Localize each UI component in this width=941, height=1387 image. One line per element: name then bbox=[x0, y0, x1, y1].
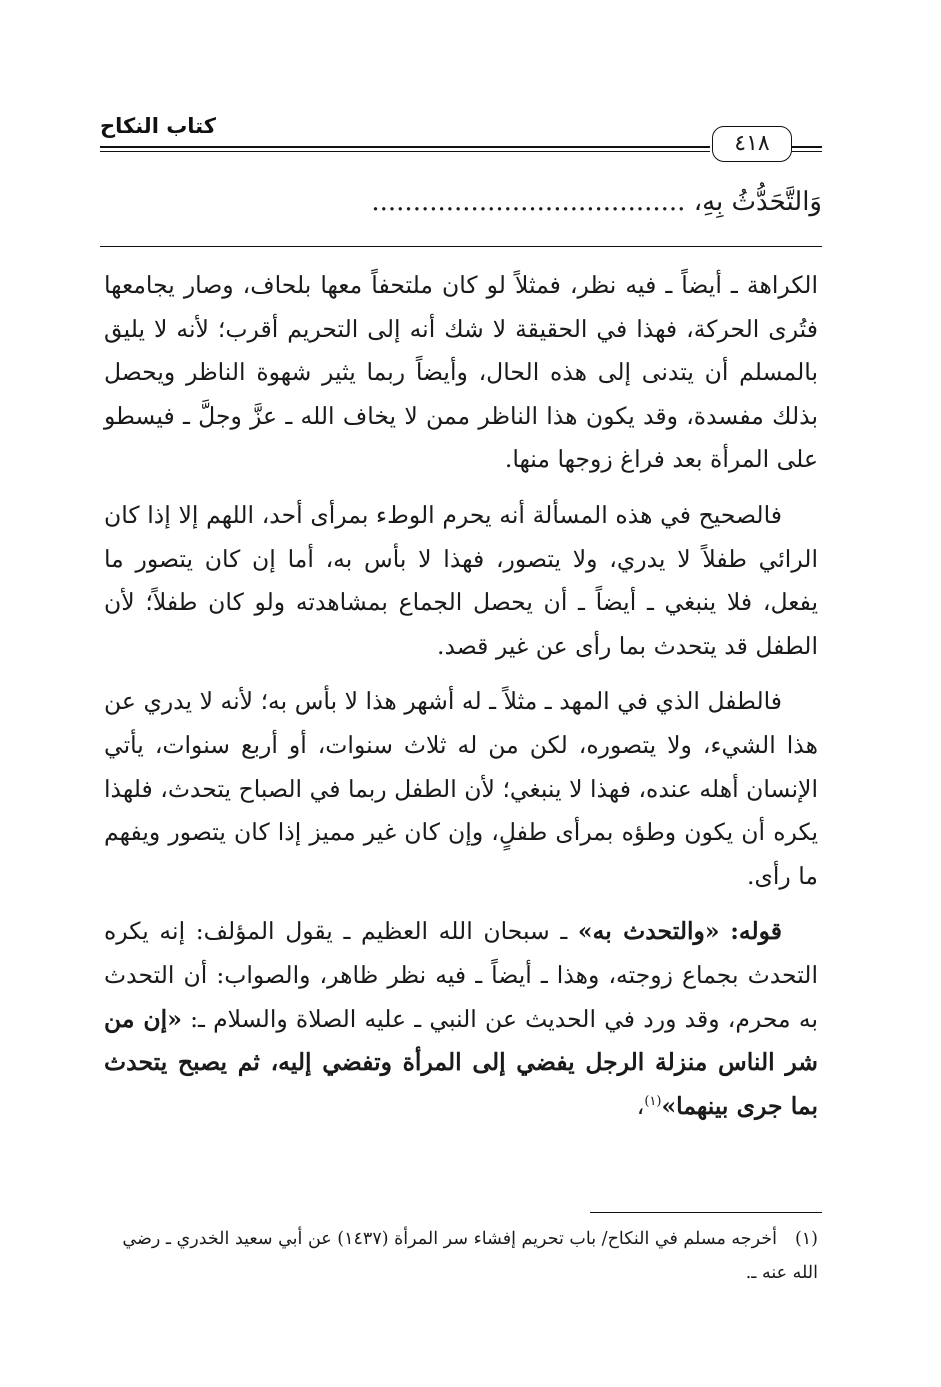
paragraph-4-end: ، bbox=[636, 1091, 645, 1120]
paragraph-1: الكراهة ـ أيضاً ـ فيه نظر، فمثلاً لو كان ملتحفاً معها بلحاف، وصار يجامعها فتُرى الحركة، فهذا في الحقيقة لا شك أنه إلى التحريم أقرب؛ لأنه لا يليق بالمسلم أن يتدنى إلى هذه الحال، وأيضاً ربما يثير شهوة الناظر ويحصل بذلك مفسدة، وقد يكون هذا الناظر ممن لا يخاف الله ـ عزَّ وجلَّ ـ فيسطو على المرأة بعد فراغ زوجها منها. bbox=[104, 271, 818, 474]
footnote-number: (١) bbox=[794, 1229, 818, 1249]
page-header bbox=[100, 112, 822, 162]
commentary-body bbox=[104, 264, 818, 1128]
header-rule-end bbox=[792, 146, 822, 152]
footnotes bbox=[104, 1222, 818, 1290]
qawluhu-label: قوله: bbox=[730, 917, 782, 946]
paragraph-4 bbox=[104, 910, 818, 1128]
header-rule bbox=[100, 146, 710, 152]
matn-dots: ...................................... bbox=[371, 187, 686, 217]
paragraph-2: فالصحيح في هذه المسألة أنه يحرم الوطء بمرأى أحد، اللهم إلا إذا كان الرائي طفلاً لا يدري، ولا يتصور، فهذا لا بأس به، أما إن كان يتصور ما يفعل، فلا ينبغي ـ أيضاً ـ أن يحصل الجماع بمشاهدته ولو كان طفلاً؛ لأن الطفل قد يتحدث بما رأى عن غير قصد. bbox=[104, 500, 818, 660]
matn-text: وَالتَّحَدُّثُ بِهِ، bbox=[693, 187, 822, 217]
matn-divider bbox=[100, 246, 822, 247]
paragraph-3: فالطفل الذي في المهد ـ مثلاً ـ له أشهر هذا لا بأس به؛ لأنه لا يدري عن هذا الشيء، ولا يتصوره، لكن من له ثلاث سنوات، أو أربع سنوات، يأتي الإنسان أهله عنده، فهذا لا ينبغي؛ لأن الطفل ربما في الصباح يتحدث، فلهذا يكره أن يكون وطؤه بمرأى طفلٍ، وإن كان غير مميز إذا كان يتصور ويفهم ما رأى. bbox=[104, 687, 818, 890]
matn-quote: «والتحدث به» bbox=[577, 917, 720, 946]
footnote-divider bbox=[590, 1212, 822, 1213]
hadith-quote: «إن من شر الناس منزلة الرجل يفضي إلى المرأة وتفضي إليه، ثم يصبح يتحدث بما جرى بينهما» bbox=[104, 1004, 818, 1120]
footnote-ref: (١) bbox=[644, 1093, 662, 1109]
book-title: كتاب النكاح bbox=[100, 114, 216, 138]
paragraph-4-text: ـ سبحان الله العظيم ـ يقول المؤلف: إنه يكره التحدث بجماع زوجته، وهذا ـ أيضاً ـ فيه نظر ظاهر، والصواب: أن التحدث به محرم، وقد ورد في الحديث عن النبي ـ عليه الصلاة والسلام ـ: bbox=[104, 917, 818, 1033]
matn-line bbox=[100, 178, 822, 226]
page-number: ٤١٨ bbox=[712, 126, 792, 162]
footnote-text: أخرجه مسلم في النكاح/ باب تحريم إفشاء سر المرأة (١٤٣٧) عن أبي سعيد الخدري ـ رضي الله عنه ـ. bbox=[122, 1229, 818, 1283]
